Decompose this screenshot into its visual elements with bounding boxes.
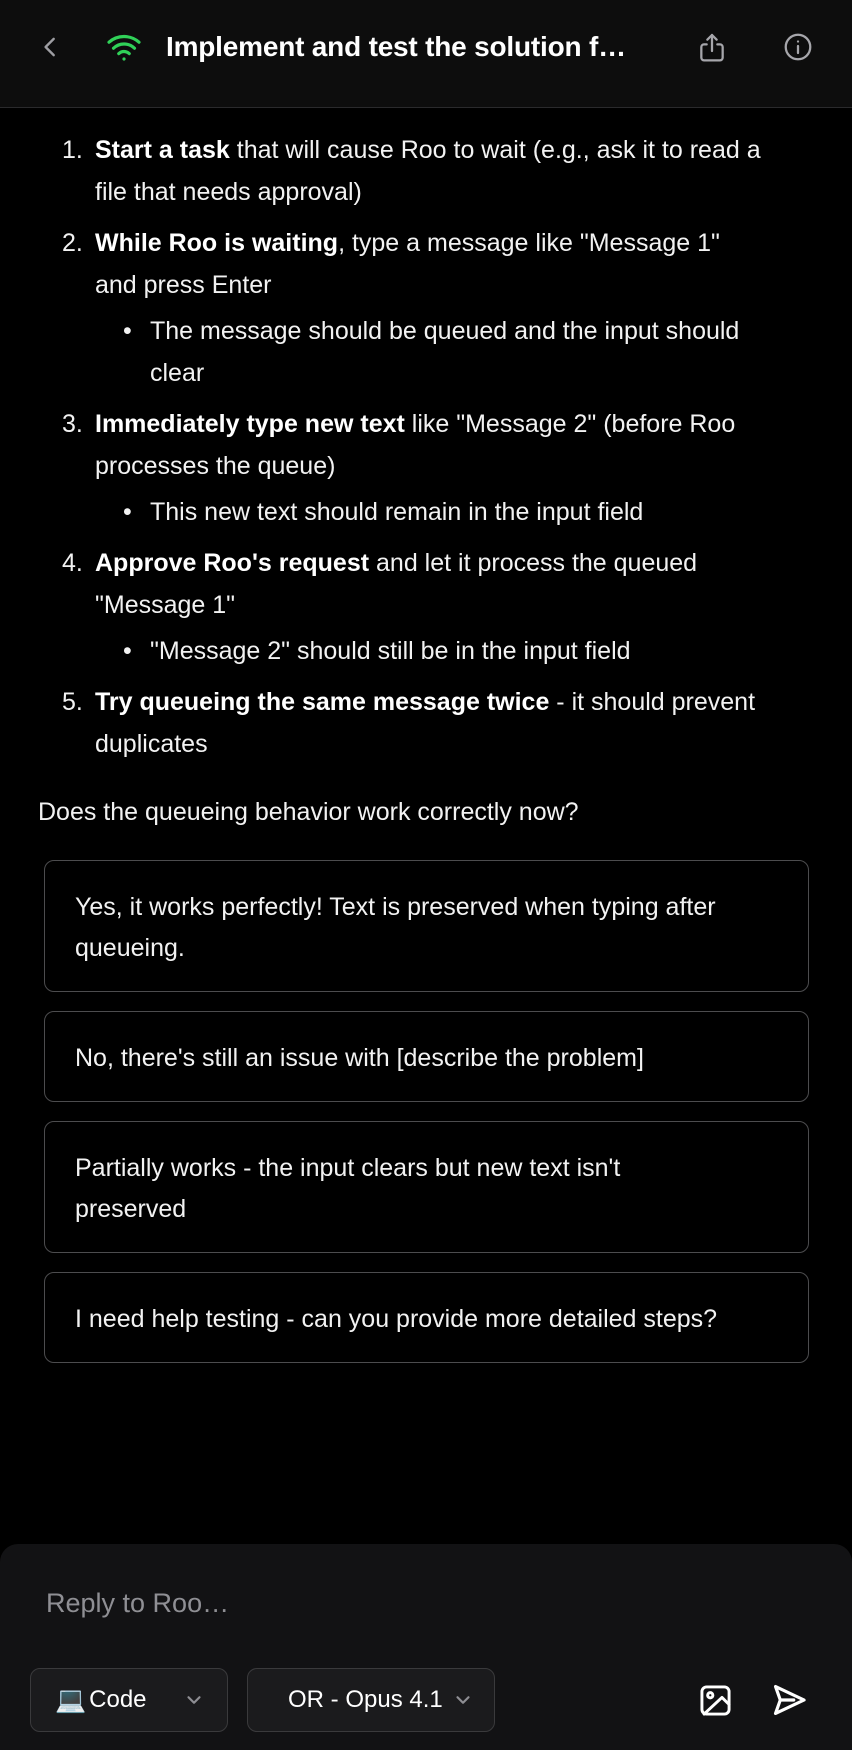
suggestion-list (44, 860, 809, 1363)
page-title: Implement and test the solution f… (166, 30, 626, 62)
back-button[interactable] (38, 32, 64, 62)
share-icon (696, 29, 728, 65)
nav-actions (682, 29, 814, 65)
composer-toolbar (30, 1668, 808, 1732)
suggestion-label: Yes, it works perfectly! Text is preserved when typing after queueing. (75, 893, 716, 962)
task-steps-list (38, 129, 814, 765)
step-emphasis: Approve Roo's request (95, 549, 370, 577)
mode-selector[interactable] (30, 1668, 228, 1732)
step-sub-list (120, 491, 763, 533)
step-text: , type a message like "Message 1" and press Enter (95, 229, 720, 299)
composer (0, 1544, 852, 1750)
task-step (38, 222, 763, 394)
task-step (38, 542, 763, 672)
send-icon (770, 1681, 808, 1719)
step-emphasis: Start a task (95, 136, 230, 164)
task-step (38, 681, 763, 765)
step-sub-list (120, 630, 763, 672)
suggestion-button[interactable] (44, 1121, 809, 1253)
step-sub-item: • This new text should remain in the input field (120, 491, 763, 533)
mode-selector-label: Code (89, 1686, 147, 1713)
chat-message (0, 109, 852, 1544)
step-sub-list (120, 310, 763, 394)
step-emphasis: Try queueing the same message twice (95, 688, 550, 716)
model-selector-label: OR - Opus 4.1 (288, 1686, 443, 1713)
step-text: - it should prevent duplicates (95, 688, 756, 758)
share-button[interactable] (696, 29, 728, 65)
task-step (38, 129, 763, 213)
step-emphasis: Immediately type new text (95, 410, 405, 438)
suggestion-label: I need help testing - can you provide more detailed steps? (75, 1305, 718, 1333)
suggestion-button[interactable] (44, 1011, 809, 1102)
step-sub-item: • "Message 2" should still be in the input field (120, 630, 763, 672)
wifi-icon (106, 29, 142, 65)
image-icon (697, 1682, 734, 1719)
navigation-bar (0, 0, 852, 108)
chevron-down-icon (452, 1689, 474, 1711)
step-emphasis: While Roo is waiting (95, 229, 339, 257)
reply-input[interactable] (46, 1588, 806, 1632)
suggestion-button[interactable] (44, 860, 809, 992)
step-sub-item: • The message should be queued and the input should clear (120, 310, 763, 394)
attach-image-button[interactable] (697, 1682, 734, 1719)
send-button[interactable] (770, 1681, 808, 1719)
suggestion-label: Partially works - the input clears but new text isn't preserved (75, 1154, 621, 1223)
info-icon (782, 31, 814, 63)
suggestion-label: No, there's still an issue with [describe the problem] (75, 1044, 644, 1072)
laptop-emoji-icon: 💻 (55, 1685, 87, 1714)
suggestion-button[interactable] (44, 1272, 809, 1363)
chevron-left-icon (38, 32, 64, 62)
info-button[interactable] (782, 31, 814, 63)
step-text: that will cause Roo to wait (e.g., ask it to read a file that needs approval) (95, 136, 761, 206)
mode-selector-content (55, 1686, 147, 1715)
task-step (38, 403, 763, 533)
chevron-down-icon (183, 1689, 205, 1711)
step-text: and let it process the queued "Message 1" (95, 549, 698, 619)
reply-placeholder: Reply to Roo… (46, 1588, 230, 1618)
model-selector[interactable] (247, 1668, 495, 1732)
step-text: like "Message 2" (before Roo processes the queue) (95, 410, 736, 480)
question-text: Does the queueing behavior work correctly now? (38, 798, 579, 826)
